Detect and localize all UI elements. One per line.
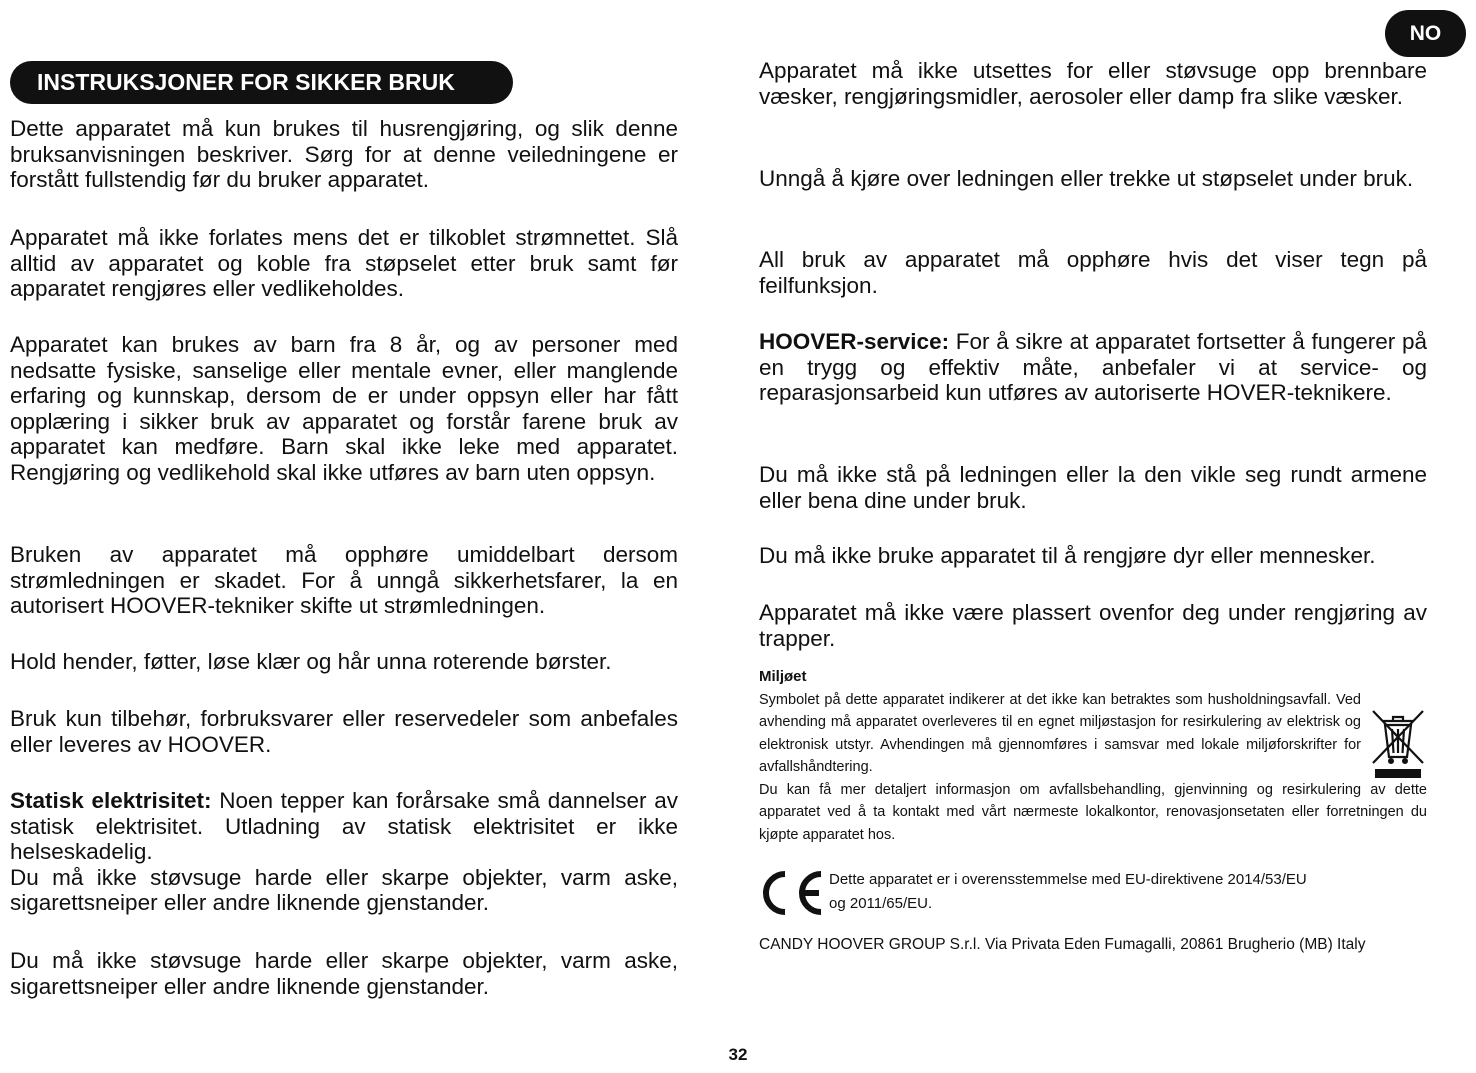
paragraph-rotating-brushes: Hold hender, føtter, løse klær og hår unna roterende børster. (10, 649, 612, 674)
static-text: Noen tepper kan forårsake små dannelser av statisk elektrisitet. Utladning av statisk elektrisitet er ikke helseskadelig. (10, 788, 678, 865)
left-column-block (10, 542, 678, 619)
paragraph-accessories: Bruk kun tilbehør, forbruksvarer eller reservedeler som anbefales eller leveres av HOOVER. (10, 706, 678, 757)
paragraph-malfunction: All bruk av apparatet må opphøre hvis det viser tegn på feilfunksjon. (759, 247, 1427, 298)
right-column-block (759, 543, 1427, 569)
left-column-block (10, 225, 678, 302)
left-column-block (10, 706, 678, 757)
language-badge: NO (1385, 10, 1466, 57)
paragraph-hoover-service (759, 329, 1427, 406)
right-column-block (759, 58, 1427, 109)
paragraph-flammable: Apparatet må ikke utsettes for eller støvsuge opp brennbare væsker, rengjøringsmidler, aerosoler eller damp fra slike væsker. (759, 58, 1427, 109)
paragraph-sharp-objects: Du må ikke støvsuge harde eller skarpe objekter, varm aske, sigarettsneiper eller andre liknende gjenstander. (10, 864, 678, 916)
environment-paragraph-1: Symbolet på dette apparatet indikerer at det ikke kan betraktes som husholdningsavfall. Ved avhending må apparatet overleveres til en egnet miljøstasjon for resirkulering av elektrisk og elektronisk utstyr. Avhendingen må gjennomføres i samsvar med lokale miljøforskrifter for avfallshåndtering. (759, 691, 1361, 775)
left-column-block (10, 948, 678, 999)
environment-title: Miljøet (759, 668, 807, 685)
ce-mark-icon (759, 868, 825, 918)
page-number: 32 (728, 1045, 748, 1064)
right-column-block (759, 166, 1427, 192)
ce-text (829, 868, 1307, 916)
ce-line-1: Dette apparatet er i overensstemmelse med EU-direktivene 2014/53/EU (829, 871, 1307, 888)
service-text: For å sikre at apparatet fortsetter å fungerer på en trygg og effektiv måte, anbefaler vi at service- og reparasjonsarbeid kun utføres av autoriserte HOVER-teknikere. (759, 329, 1427, 406)
right-column-block (759, 600, 1427, 651)
ce-line-2: og 2011/65/EU. (829, 895, 933, 912)
right-column-block (759, 247, 1427, 298)
left-column-block (10, 788, 678, 916)
right-column-block (759, 329, 1427, 406)
environment-paragraph-2: Du kan få mer detaljert informasjon om avfallsbehandling, gjenvinning og resirkulering av dette apparatet ved å ta kontakt med vårt nærmeste lokalkontor, renovasjonsetaten eller forretningen du kjøpte apparatet hos. (759, 781, 1427, 843)
paragraph-animals-people: Du må ikke bruke apparatet til å rengjøre dyr eller mennesker. (759, 543, 1376, 568)
left-column-block (10, 649, 678, 675)
paragraph-unattended: Apparatet må ikke forlates mens det er tilkoblet strømnettet. Slå alltid av apparatet og koble fra støpselet etter bruk samt før apparatet rengjøres eller vedlikeholdes. (10, 225, 678, 302)
paragraph-stairs: Apparatet må ikke være plassert ovenfor deg under rengjøring av trapper. (759, 600, 1427, 651)
left-column (10, 116, 678, 193)
right-column-block (759, 462, 1427, 513)
static-label: Statisk elektrisitet: (10, 788, 212, 813)
paragraph-cord-run-over: Unngå å kjøre over ledningen eller trekke ut støpselet under bruk. (759, 166, 1414, 191)
paragraph-damaged-cord: Bruken av apparatet må opphøre umiddelbart dersom strømledningen er skadet. For å unngå sikkerhetsfarer, la en autorisert HOOVER-tekniker skifte ut strømledningen. (10, 542, 678, 619)
left-column-block (10, 332, 678, 486)
weee-crossed-bin-icon (1369, 705, 1427, 781)
paragraph-sharp-objects-repeat: Du må ikke støvsuge harde eller skarpe objekter, varm aske, sigarettsneiper eller andre liknende gjenstander. (10, 948, 678, 999)
company-address: CANDY HOOVER GROUP S.r.l. Via Privata Eden Fumagalli, 20861 Brugherio (MB) Italy (759, 936, 1366, 953)
paragraph-household-use: Dette apparatet må kun brukes til husrengjøring, og slik denne bruksanvisningen beskriver. Sørg for at denne veiledningene er forstått fullstendig før du bruker apparatet. (10, 116, 678, 193)
paragraph-children: Apparatet kan brukes av barn fra 8 år, og av personer med nedsatte fysiske, sanselige eller mentale evner, eller manglende erfaring og kunnskap, dersom de er under oppsyn eller har fått opplæring i sikker bruk av apparatet og forstår farene bruk av apparatet kan medføre. Barn skal ikke leke med apparatet. Rengjøring og vedlikehold skal ikke utføres av barn uten oppsyn. (10, 332, 678, 485)
service-label: HOOVER-service: (759, 329, 950, 354)
section-heading: INSTRUKSJONER FOR SIKKER BRUK (10, 61, 513, 104)
paragraph-static-electricity (10, 788, 678, 865)
paragraph-stand-on-cord: Du må ikke stå på ledningen eller la den vikle seg rundt armene eller bena dine under bruk. (759, 462, 1427, 513)
environment-section (759, 666, 1427, 846)
